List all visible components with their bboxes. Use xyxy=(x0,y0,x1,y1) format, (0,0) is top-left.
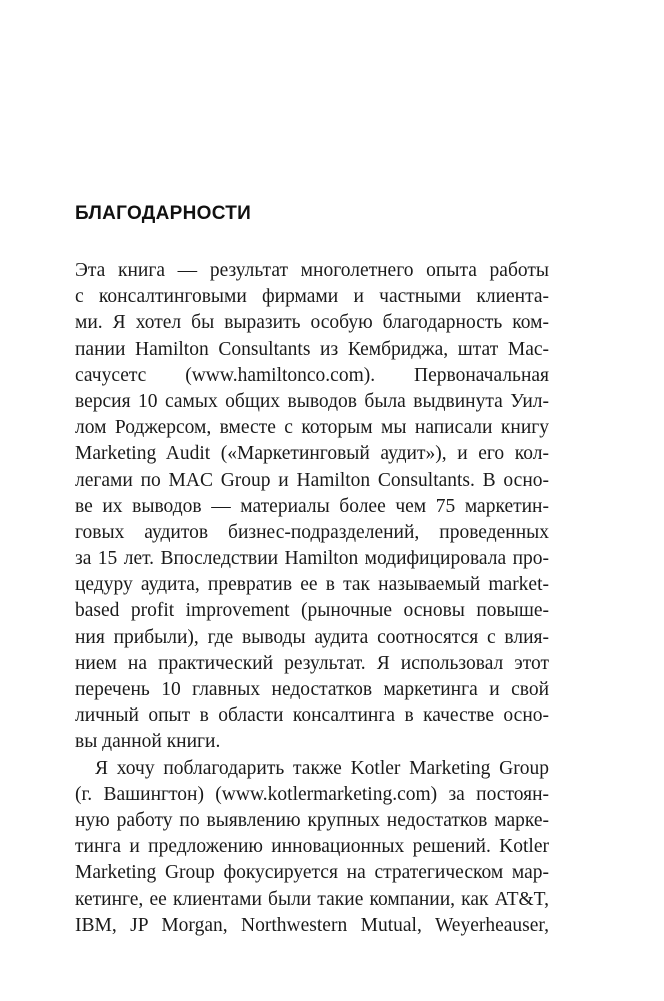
text-line: пании Hamilton Consultants из Кембриджа, штат Мас- xyxy=(75,338,549,360)
text-line: версия 10 самых общих выводов была выдвинута Уил- xyxy=(75,390,549,412)
text-line: ве их выводов — материалы более чем 75 маркетин- xyxy=(75,495,549,517)
section-heading: БЛАГОДАРНОСТИ xyxy=(75,203,252,224)
text-line: (г. Вашингтон) (www.kotlermarketing.com) за постоян- xyxy=(75,783,549,805)
text-line: based profit improvement (рыночные основы повыше- xyxy=(75,600,549,622)
body-text xyxy=(75,258,549,939)
paragraph-2 xyxy=(75,756,549,939)
text-line: перечень 10 главных недостатков маркетинга и свой xyxy=(75,679,549,700)
text-line: IBM, JP Morgan, Northwestern Mutual, Weyerheauser, xyxy=(75,914,549,936)
paragraph-1 xyxy=(75,258,549,756)
text-line: тинга и предложению инновационных решений. Kotler xyxy=(75,836,549,858)
text-line: кетинге, ее клиентами были такие компании, как AT&T, xyxy=(75,888,549,910)
text-line: Marketing Audit («Маркетинговый аудит»), и его кол- xyxy=(75,443,549,465)
text-line: сачусетс (www.hamiltonco.com). Первоначальная xyxy=(75,364,549,386)
text-line: Я хочу поблагодарить также Kotler Marketing Group xyxy=(95,757,549,779)
text-line: ми. Я хотел бы выразить особую благодарность ком- xyxy=(75,312,549,334)
text-line: за 15 лет. Впоследствии Hamilton модифицировала про- xyxy=(75,548,549,570)
text-line: цедуру аудита, превратив ее в так называемый market- xyxy=(75,574,549,596)
text-line: ния прибыли), где выводы аудита соотносятся с влия- xyxy=(75,626,549,648)
text-line: ную работу по выявлению крупных недостатков марке- xyxy=(75,809,549,831)
text-line: личный опыт в области консалтинга в качестве осно- xyxy=(75,705,549,727)
text-line: вы данной книги. xyxy=(75,731,221,753)
text-line: с консалтинговыми фирмами и частными клиента- xyxy=(75,286,549,308)
text-line: легами по MAC Group и Hamilton Consultants. В осно- xyxy=(75,469,549,491)
text-line: Marketing Group фокусируется на стратегическом мар- xyxy=(75,862,549,884)
text-line: Эта книга — результат многолетнего опыта работы xyxy=(75,260,549,281)
text-line: говых аудитов бизнес-подразделений, проведенных xyxy=(75,521,549,543)
text-line: нием на практический результат. Я использовал этот xyxy=(75,652,549,674)
text-line: лом Роджерсом, вместе с которым мы написали книгу xyxy=(75,417,549,439)
